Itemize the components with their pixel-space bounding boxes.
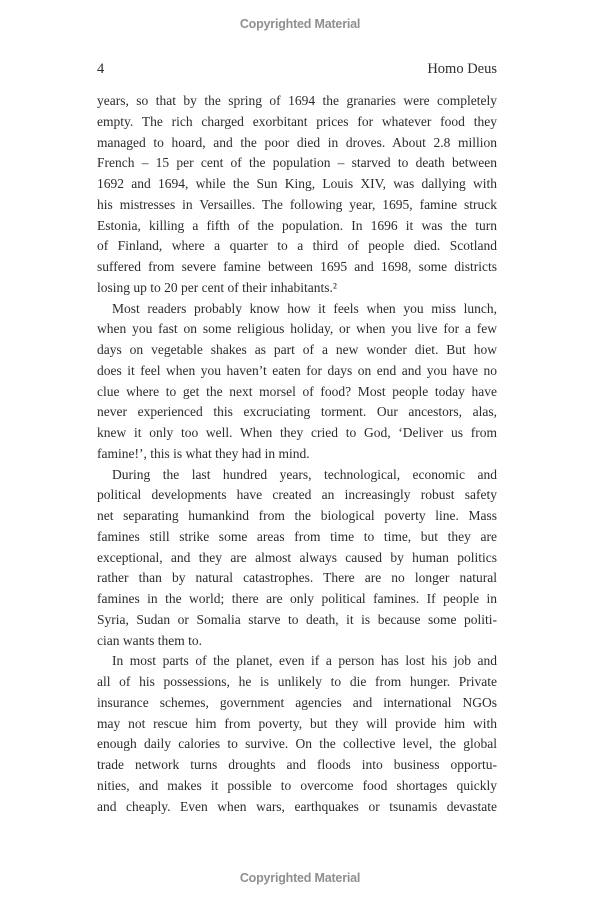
- page-body: [97, 91, 497, 817]
- body-line: does it feel when you haven’t eaten for days on end and you have no: [97, 362, 497, 378]
- body-line: never experienced this excruciating torment. Our ancestors, alas,: [97, 404, 497, 420]
- body-line: famine!’, this is what they had in mind.: [97, 445, 310, 461]
- body-line: empty. The rich charged exorbitant prices for whatever food they: [97, 113, 497, 129]
- body-line: clue where to get the next morsel of food? Most people today have: [97, 383, 497, 399]
- body-line: may not rescue him from poverty, but they will provide him with: [97, 715, 497, 731]
- running-title: Homo Deus: [427, 61, 497, 77]
- body-line: During the last hundred years, technological, economic and: [112, 466, 497, 482]
- body-line: rather than by natural catastrophes. There are no longer natural: [97, 570, 497, 586]
- body-line: enough daily calories to survive. On the collective level, the global: [97, 736, 497, 752]
- body-line: when you fast on some religious holiday, or when you live for a few: [97, 321, 497, 337]
- body-line: cian wants them to.: [97, 632, 202, 648]
- body-line: French – 15 per cent of the population – starved to death between: [97, 155, 497, 171]
- body-line: of Finland, where a quarter to a third of people died. Scotland: [97, 238, 497, 254]
- page-number: 4: [97, 61, 105, 77]
- body-line: political developments have created an increasingly robust safety: [97, 487, 497, 503]
- copyright-watermark-bottom: Copyrighted Material: [239, 871, 361, 885]
- body-line: trade network turns droughts and floods into business opportu-: [97, 757, 497, 772]
- body-line: Syria, Sudan or Somalia starve to death, it is because some politi-: [97, 611, 497, 627]
- body-line: net separating humankind from the biological poverty line. Mass: [97, 508, 497, 523]
- body-line: famines still strike some areas from time to time, but they are: [97, 528, 497, 544]
- body-line: all of his possessions, he is unlikely to die from hunger. Private: [97, 674, 497, 689]
- body-line: 1692 and 1694, while the Sun King, Louis XIV, was dallying with: [97, 176, 497, 191]
- body-line: exceptional, and they are almost always caused by human politics: [97, 549, 497, 565]
- body-line: days on vegetable shakes as part of a new wonder diet. But how: [97, 342, 497, 357]
- copyright-watermark-top: Copyrighted Material: [239, 17, 361, 31]
- body-line: suffered from severe famine between 1695 and 1698, some districts: [97, 259, 497, 274]
- body-line: years, so that by the spring of 1694 the granaries were completely: [97, 93, 497, 108]
- body-line: In most parts of the planet, even if a person has lost his job and: [112, 653, 497, 669]
- body-line: losing up to 20 per cent of their inhabitants.²: [97, 279, 337, 295]
- body-line: his mistresses in Versailles. The following year, 1695, famine struck: [97, 196, 497, 212]
- body-line: insurance schemes, government agencies and international NGOs: [97, 694, 497, 710]
- body-line: and cheaply. Even when wars, earthquakes or tsunamis devastate: [97, 798, 497, 814]
- body-line: Most readers probably know how it feels when you miss lunch,: [112, 300, 497, 316]
- body-line: knew it only too well. When they cried to God, ‘Deliver us from: [97, 425, 497, 440]
- body-line: nities, and makes it possible to overcome food shortages quickly: [97, 777, 497, 793]
- body-line: Estonia, killing a fifth of the population. In 1696 it was the turn: [97, 217, 497, 233]
- body-line: famines in the world; there are only political famines. If people in: [97, 591, 497, 606]
- page-header: [97, 61, 497, 78]
- body-line: managed to hoard, and the poor died in droves. About 2.8 million: [97, 134, 497, 150]
